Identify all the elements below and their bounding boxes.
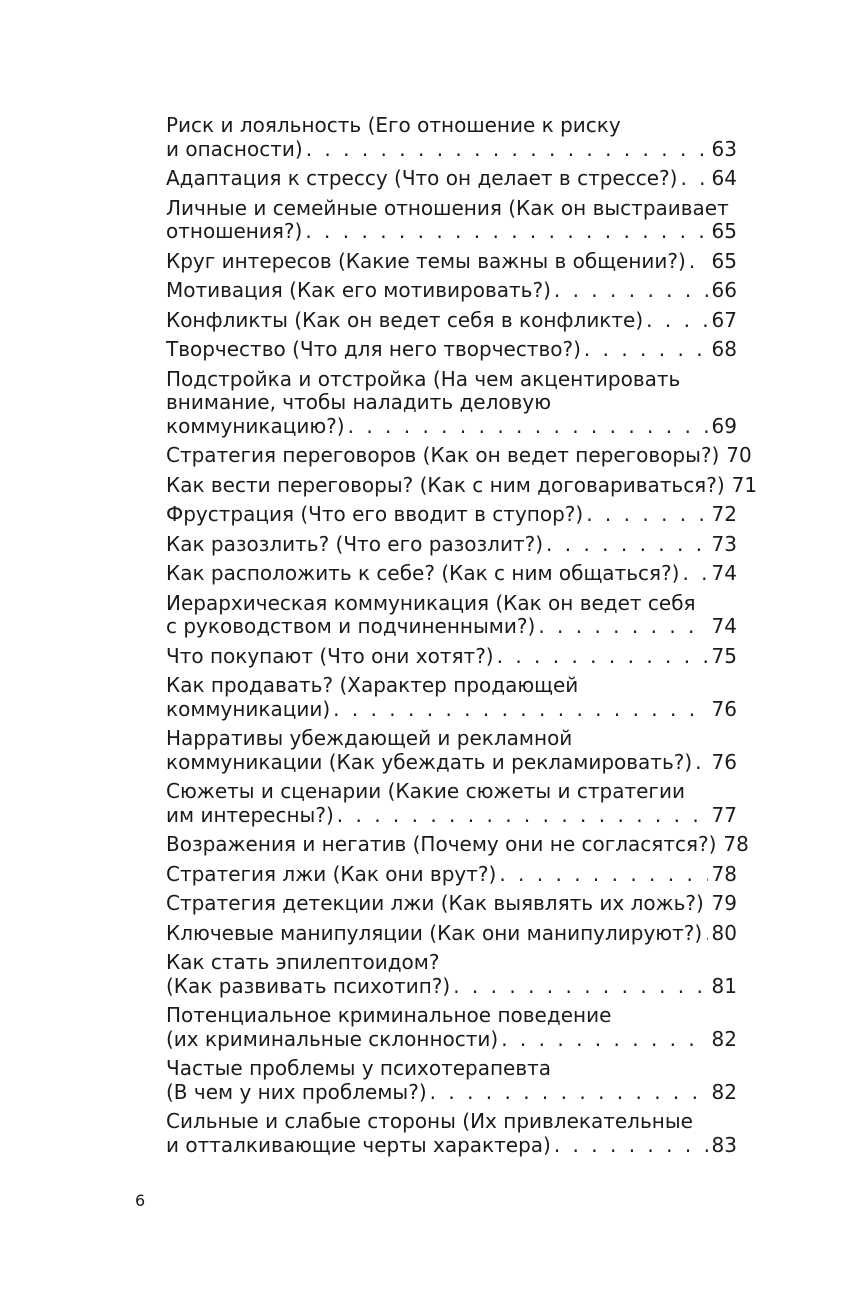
dot-leader: [551, 1134, 708, 1158]
toc-page-number: 69: [711, 413, 737, 438]
toc-entry[interactable]: [166, 863, 737, 887]
dot-leader: [643, 309, 707, 333]
toc-entry-last-line: [166, 863, 737, 887]
toc-entry-title-line: Круг интересов (Какие темы важны в общении?): [166, 248, 686, 273]
dot-leader: [303, 138, 708, 162]
toc-entry-last-line: [166, 279, 737, 303]
toc-entry-title-line: Ключевые манипуляции (Как они манипулируют?): [166, 920, 703, 945]
toc-page-number: 70: [726, 443, 752, 467]
toc-entry-title-line: с руководством и подчиненными?): [166, 614, 536, 638]
toc-entry[interactable]: [166, 472, 758, 498]
toc-entry-title-line: Стратегия переговоров (Как он ведет переговоры?): [166, 443, 720, 467]
toc-entry-title-line: Адаптация к стрессу (Что он делает в стрессе?): [166, 166, 678, 190]
toc-entry-title-line: Риск и лояльность (Его отношение к риску: [166, 113, 621, 137]
toc-page-number: 83: [711, 1132, 737, 1157]
toc-page-number: 80: [711, 920, 737, 945]
toc-entry[interactable]: [166, 197, 737, 244]
toc-page-number: 75: [711, 643, 737, 668]
toc-entry-last-line: [166, 138, 737, 162]
toc-entry-title-line: внимание, чтобы наладить деловую: [166, 390, 552, 414]
toc-entry[interactable]: [166, 338, 737, 362]
toc-page-number: 79: [711, 891, 737, 915]
toc-entry-title-line: Подстройка и отстройка (На чем акцентировать: [166, 366, 681, 391]
dot-leader: [450, 975, 707, 999]
toc-entry-last-line: [166, 533, 737, 557]
toc-entry[interactable]: [166, 832, 749, 857]
toc-page-number: 63: [711, 136, 737, 161]
toc-entry-title-line: им интересны?): [166, 802, 334, 827]
dot-leader: [686, 250, 708, 274]
dot-leader: [334, 804, 708, 828]
dot-leader: [494, 645, 708, 669]
toc-page-number: 77: [711, 802, 737, 827]
dot-leader: [496, 863, 707, 887]
dot-leader: [498, 1028, 707, 1052]
toc-entry-last-line: [166, 1081, 737, 1105]
toc-entry-title-line: коммуникации (Как убеждать и рекламировать?): [166, 749, 693, 774]
dot-leader: [679, 562, 707, 586]
toc-entry-last-line: [166, 338, 737, 362]
toc-entry-title-line: коммуникации): [166, 696, 331, 721]
dot-leader: [543, 533, 708, 557]
toc-entry-title-line: Как расположить к себе? (Как с ним общаться?): [166, 561, 680, 585]
toc-page-number: 66: [711, 278, 737, 302]
dot-leader: [551, 279, 708, 303]
toc-entry-last-line: [166, 922, 737, 946]
toc-page-number: 65: [711, 248, 737, 273]
toc-entry-title-line: Фрустрация (Что его вводит в ступор?): [166, 502, 584, 526]
toc-page-number: 74: [711, 561, 737, 585]
dot-leader: [427, 1081, 708, 1105]
toc-entry[interactable]: [166, 368, 737, 439]
dot-leader: [677, 167, 707, 191]
toc-entry[interactable]: [166, 167, 737, 191]
toc-entry-title-line: Стратегия лжи (Как они врут?): [166, 861, 497, 886]
toc-entry-last-line: [166, 751, 737, 775]
toc-entry[interactable]: [166, 114, 737, 161]
toc-entry-last-line: [166, 167, 737, 191]
toc-page-number: 78: [723, 832, 749, 856]
page-number: 6: [135, 1191, 146, 1210]
toc-page-number: 76: [711, 696, 737, 721]
toc-entry[interactable]: [166, 892, 737, 916]
toc-entry-title-line: Сильные и слабые стороны (Их привлекательные: [166, 1109, 693, 1133]
toc-entry-title-line: Как вести переговоры? (Как с ним договариваться?): [166, 472, 725, 497]
toc-page-number: 82: [711, 1026, 737, 1051]
dot-leader: [692, 751, 707, 775]
toc-entry[interactable]: [166, 727, 737, 774]
toc-entry[interactable]: [166, 1004, 737, 1051]
toc-entry-last-line: [166, 1028, 737, 1052]
toc-entry-title-line: Как разозлить? (Что его разозлит?): [166, 531, 544, 556]
toc-page-number: 78: [711, 861, 737, 886]
toc-entry[interactable]: [166, 443, 752, 468]
toc-entry-title-line: Творчество (Что для него творчество?): [166, 337, 581, 361]
table-of-contents: [166, 113, 758, 1163]
toc-entry[interactable]: [166, 309, 737, 333]
toc-entry-title-line: Возражения и негатив (Почему они не согласятся?): [166, 832, 717, 856]
toc-entry-title-line: коммуникацию?): [166, 413, 345, 438]
toc-entry-title-line: Конфликты (Как он ведет себя в конфликте): [166, 307, 644, 332]
toc-entry-title-line: (их криминальные склонности): [166, 1026, 499, 1051]
toc-entry-title-line: Личные и семейные отношения (Как он выстраивает: [166, 195, 729, 220]
toc-entry[interactable]: [166, 533, 737, 557]
toc-entry[interactable]: [166, 562, 737, 586]
toc-page-number: 71: [731, 472, 758, 497]
toc-entry-title-line: (В чем у них проблемы?): [166, 1079, 427, 1104]
toc-page-number: 76: [711, 749, 737, 774]
toc-entry-title-line: Потенциальное криминальное поведение: [166, 1003, 612, 1027]
toc-entry-last-line: [166, 250, 737, 274]
toc-entry[interactable]: [166, 922, 737, 946]
toc-entry-last-line: [166, 1134, 737, 1158]
toc-entry-title-line: Частые проблемы у психотерапевта: [166, 1056, 552, 1080]
toc-entry-title-line: отношения?): [166, 219, 303, 243]
dot-leader: [535, 615, 707, 639]
toc-entry[interactable]: [166, 674, 737, 721]
toc-entry-last-line: [166, 443, 752, 468]
toc-entry-last-line: [166, 645, 737, 669]
toc-page-number: 81: [711, 973, 737, 998]
toc-entry-last-line: [166, 975, 737, 999]
toc-entry-title-line: (Как развивать психотип?): [166, 973, 451, 998]
toc-entry[interactable]: [166, 951, 737, 998]
dot-leader: [330, 698, 707, 722]
toc-entry-title-line: Иерархическая коммуникация (Как он ведет себя: [166, 590, 696, 615]
toc-entry-title-line: Нарративы убеждающей и рекламной: [166, 726, 573, 750]
toc-entry-last-line: [166, 804, 737, 828]
toc-entry-last-line: [166, 892, 737, 916]
dot-leader: [302, 220, 707, 244]
toc-entry-title-line: Как продавать? (Характер продающей: [166, 673, 579, 697]
toc-page-number: 65: [711, 219, 737, 243]
toc-entry[interactable]: [166, 1057, 737, 1104]
toc-entry-last-line: [166, 562, 737, 586]
dot-leader: [581, 338, 708, 362]
toc-entry-title-line: Что покупают (Что они хотят?): [166, 643, 494, 668]
toc-page-number: 73: [711, 531, 737, 556]
toc-entry-title-line: Стратегия детекции лжи (Как выявлять их ложь?): [166, 891, 704, 915]
toc-page-number: 67: [711, 307, 737, 332]
toc-entry-title-line: и отталкивающие черты характера): [166, 1132, 551, 1157]
toc-entry-last-line: [166, 309, 737, 333]
toc-entry-title-line: Мотивация (Как его мотивировать?): [166, 278, 551, 302]
toc-page-number: 74: [711, 614, 737, 638]
toc-entry-title-line: и опасности): [166, 136, 303, 161]
toc-entry[interactable]: [166, 592, 737, 639]
toc-entry[interactable]: [166, 780, 737, 827]
toc-entry-last-line: [166, 472, 758, 498]
dot-leader: [345, 415, 708, 439]
toc-entry[interactable]: [166, 503, 737, 527]
toc-page-number: 82: [711, 1079, 737, 1104]
toc-entry[interactable]: [166, 1110, 737, 1157]
toc-entry-last-line: [166, 415, 737, 439]
toc-entry-title-line: Сюжеты и сценарии (Какие сюжеты и стратегии: [166, 779, 685, 803]
toc-entry-last-line: [166, 503, 737, 527]
toc-entry[interactable]: [166, 279, 737, 303]
toc-entry[interactable]: [166, 645, 737, 669]
toc-entry-last-line: [166, 615, 737, 639]
toc-entry-last-line: [166, 220, 737, 244]
dot-leader: [583, 503, 707, 527]
toc-entry-last-line: [166, 832, 749, 857]
toc-page-number: 64: [711, 166, 737, 190]
toc-entry-last-line: [166, 698, 737, 722]
toc-entry[interactable]: [166, 250, 737, 274]
toc-entry-title-line: Как стать эпилептоидом?: [166, 950, 440, 974]
toc-page-number: 68: [711, 337, 737, 361]
toc-page-number: 72: [711, 502, 737, 526]
